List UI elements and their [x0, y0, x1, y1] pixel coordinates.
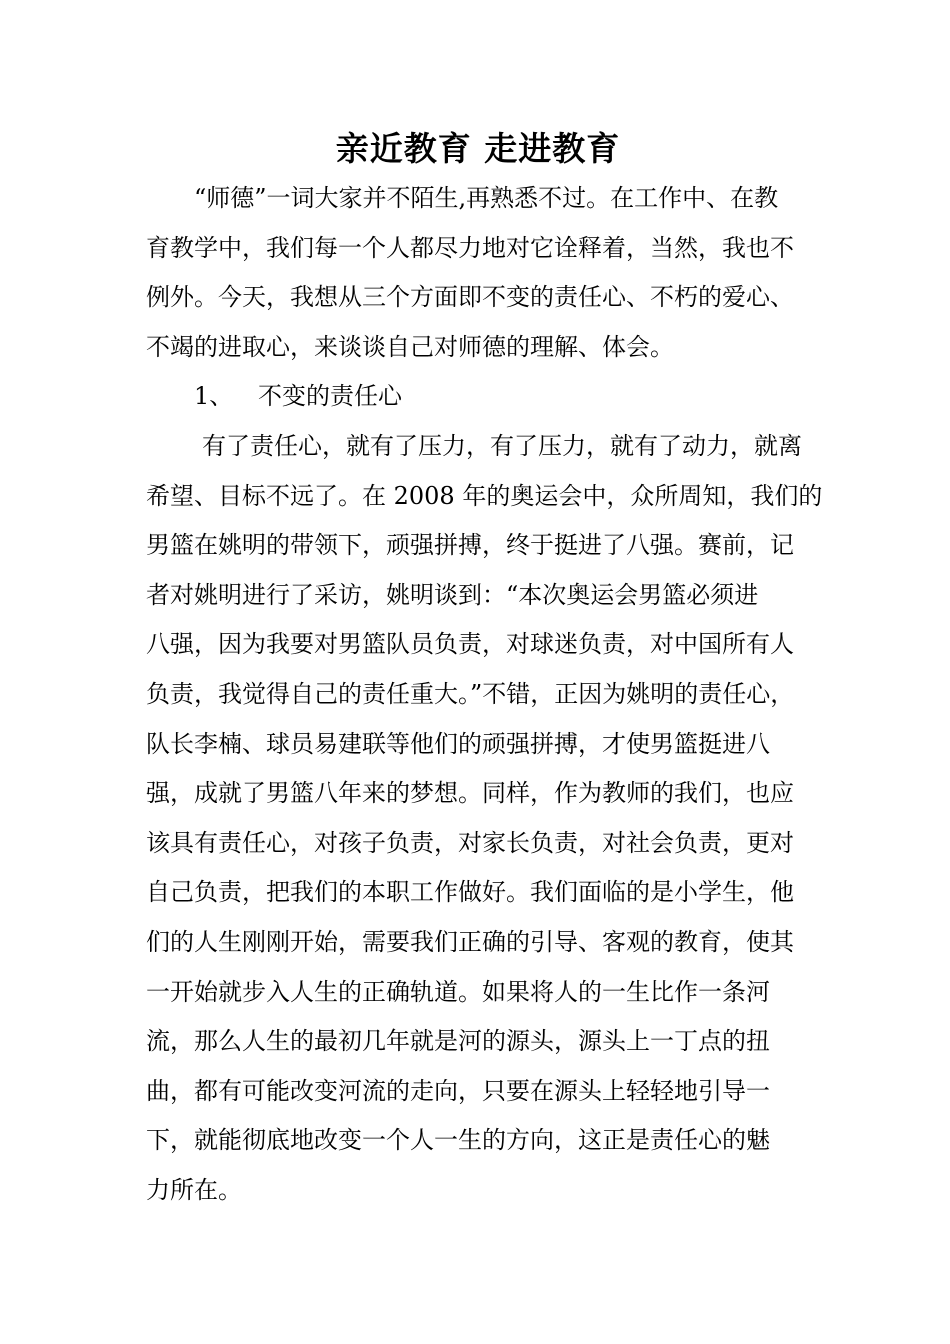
section-heading [146, 372, 810, 422]
body-line: 男篮在姚明的带领下，顽强拼搏，终于挺进了八强。赛前，记 [146, 531, 794, 560]
body-line: 流，那么人生的最初几年就是河的源头，源头上一丁点的扭 [146, 1027, 770, 1056]
document-page [146, 126, 823, 1215]
body-line: 负责，我觉得自己的责任重大。”不错，正因为姚明的责任心， [146, 679, 795, 708]
body-paragraph [146, 422, 823, 1216]
body-line: 队长李楠、球员易建联等他们的顽强拼搏，才使男篮挺进八 [146, 729, 770, 758]
intro-paragraph [146, 174, 810, 372]
intro-line: 育教学中，我们每一个人都尽力地对它诠释着，当然，我也不 [146, 233, 794, 262]
body-line: 者对姚明进行了采访，姚明谈到：“本次奥运会男篮必须进 [146, 580, 759, 609]
body-line: 该具有责任心，对孩子负责，对家长负责，对社会负责，更对 [146, 828, 794, 857]
section-title: 不变的责任心 [258, 382, 402, 411]
intro-line: 例外。今天，我想从三个方面即不变的责任心、不朽的爱心、 [146, 283, 794, 312]
body-line: 下，就能彻底地改变一个人一生的方向，这正是责任心的魅 [146, 1126, 770, 1155]
body-line: 自己负责，把我们的本职工作做好。我们面临的是小学生，他 [146, 878, 794, 907]
body-line: 曲，都有可能改变河流的走向，只要在源头上轻轻地引导一 [146, 1076, 770, 1105]
body-line: 一开始就步入人生的正确轨道。如果将人的一生比作一条河 [146, 977, 770, 1006]
body-line: 有了责任心，就有了压力，有了压力，就有了动力，就离 [202, 431, 802, 460]
intro-line: “师德”一词大家并不陌生,再熟悉不过。在工作中、在教 [194, 184, 779, 212]
body-line: 希望、目标不远了。在 2008 年的奥运会中，众所周知，我们的 [146, 481, 823, 510]
intro-line: 不竭的进取心，来谈谈自己对师德的理解、体会。 [146, 332, 674, 361]
body-line: 力所在。 [146, 1175, 242, 1204]
section-number: 1、 [194, 382, 234, 411]
body-line: 强，成就了男篮八年来的梦想。同样，作为教师的我们，也应 [146, 779, 794, 808]
body-line: 们的人生刚刚开始，需要我们正确的引导、客观的教育，使其 [146, 927, 794, 956]
body-line: 八强，因为我要对男篮队员负责，对球迷负责，对中国所有人 [146, 630, 794, 659]
document-title: 亲近教育 走进教育 [335, 129, 621, 168]
